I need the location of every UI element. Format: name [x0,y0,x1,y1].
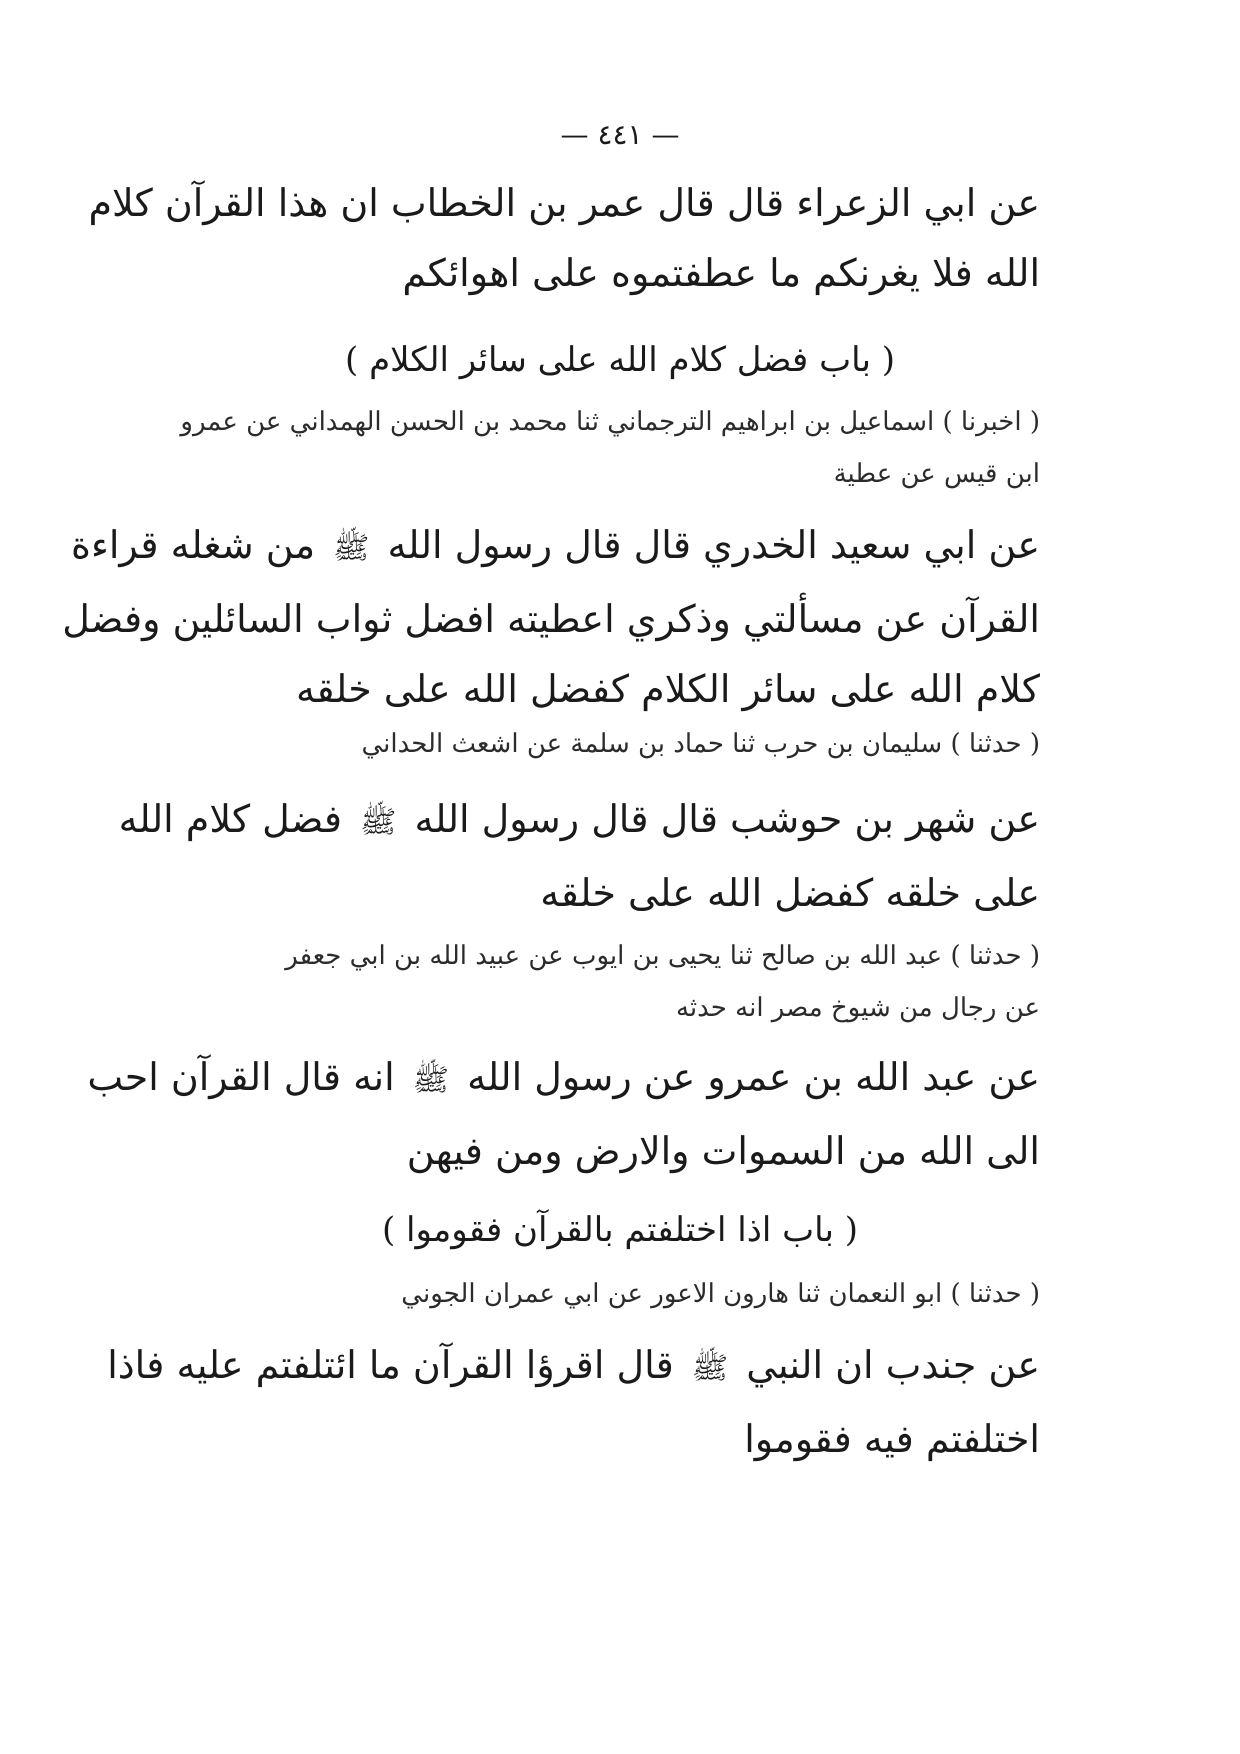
text-line [118,784,1040,858]
hadith-paragraph-5 [107,1330,1040,1474]
isnad-2: ( حدثنا ) سليمان بن حرب ثنا حماد بن سلمة عن اشعث الحداني [361,729,1040,759]
hadith-paragraph-3 [118,784,1040,928]
text-segment: من شغله قراءة [71,523,316,567]
hadith-paragraph-4 [87,1042,1040,1186]
chapter-heading-1: ( باب فضل كلام الله على سائر الكلام ) [345,340,895,380]
hadith-paragraph-2 [62,510,1040,724]
text-line: كلام الله على سائر الكلام كفضل الله على خلقه [296,666,1040,711]
text-line: ( اخبرنا ) اسماعيل بن ابراهيم الترجماني ثنا محمد بن الحسن الهمداني عن عمرو [180,407,1040,437]
text-segment: انه قال القرآن احب [87,1055,395,1099]
text-line: القرآن عن مسألتي وذكري اعطيته افضل ثواب السائلين وفضل [62,596,1040,641]
text-line: الى الله من السموات والارض ومن فيهن [406,1128,1040,1173]
salawat-glyph-icon: ﷺ [412,1062,449,1098]
text-segment: عن جندب ان النبي [746,1343,1040,1387]
text-line [71,510,1040,584]
text-segment: عن عبد الله بن عمرو عن رسول الله [467,1055,1040,1099]
salawat-glyph-icon: ﷺ [360,804,397,840]
text-line [87,1042,1040,1116]
hadith-paragraph-1 [88,168,1040,308]
text-line: على خلقه كفضل الله على خلقه [540,870,1040,915]
text-segment: عن ابي سعيد الخدري قال قال رسول الله [387,523,1040,567]
isnad-3 [180,930,1040,1034]
chapter-heading-2: ( باب اذا اختلفتم بالقرآن فقوموا ) [381,1210,859,1250]
text-line: اختلفتم فيه فقوموا [744,1416,1040,1461]
salawat-glyph-icon: ﷺ [691,1350,729,1386]
isnad-4: ( حدثنا ) ابو النعمان ثنا هارون الاعور عن ابي عمران الجوني [401,1279,1040,1309]
page-number: — ٤٤١ — [560,118,680,151]
text-segment: قال اقرؤا القرآن ما ائتلفتم عليه فاذا [107,1343,674,1387]
text-line: عن ابي الزعراء قال قال عمر بن الخطاب ان هذا القرآن كلام [88,181,1040,225]
text-segment: فضل كلام الله [118,797,343,841]
text-line: عن رجال من شيوخ مصر انه حدثه [675,993,1040,1023]
text-line: ( حدثنا ) عبد الله بن صالح ثنا يحيى بن ايوب عن عبيد الله بن ابي جعفر [285,941,1040,971]
isnad-1 [180,396,1040,500]
salawat-glyph-icon: ﷺ [333,530,370,566]
text-line [107,1330,1040,1404]
text-line: الله فلا يغرنكم ما عطفتموه على اهوائكم [402,251,1040,295]
text-segment: عن شهر بن حوشب قال قال رسول الله [414,797,1040,841]
text-line: ابن قيس عن عطية [833,459,1040,489]
